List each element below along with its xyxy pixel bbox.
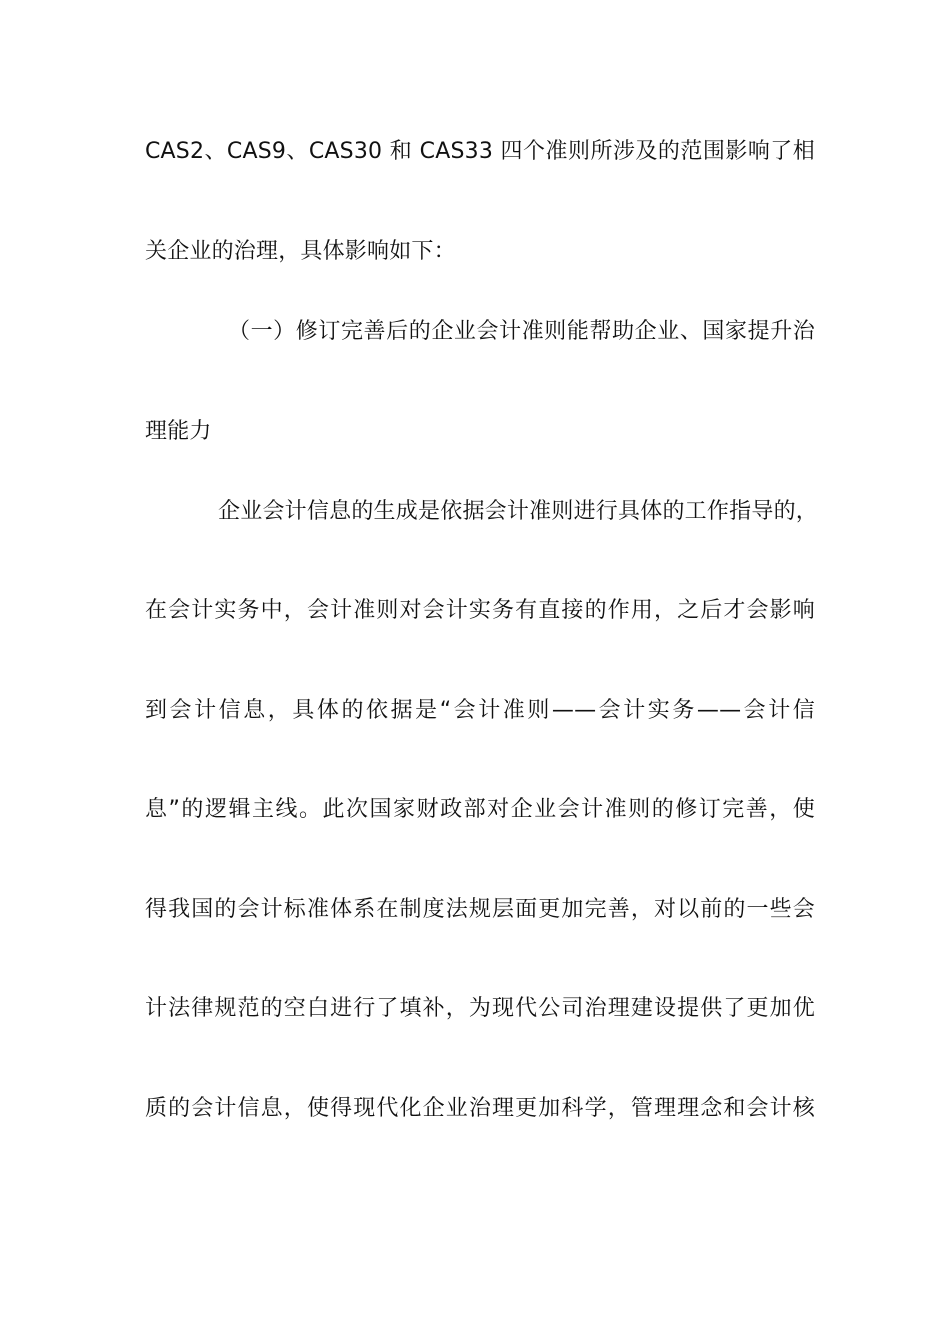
paragraph-line: 质的会计信息，使得现代化企业治理更加科学，管理理念和会计核 bbox=[145, 1096, 815, 1121]
section-heading-line: 理能力 bbox=[145, 419, 212, 444]
paragraph-line: 在会计实务中，会计准则对会计实务有直接的作用，之后才会影响 bbox=[145, 598, 815, 623]
paragraph-line: 企业会计信息的生成是依据会计准则进行具体的工作指导的， bbox=[218, 499, 818, 524]
paragraph-line: 到会计信息，具体的依据是“会计准则——会计实务——会计信 bbox=[145, 698, 815, 723]
section-heading-line: （一）修订完善后的企业会计准则能帮助企业、国家提升治 bbox=[228, 319, 815, 344]
paragraph-line: CAS2、CAS9、CAS30 和 CAS33 四个准则所涉及的范围影响了相 bbox=[145, 139, 815, 164]
paragraph-line: 息”的逻辑主线。此次国家财政部对企业会计准则的修订完善，使 bbox=[145, 797, 815, 822]
paragraph-line: 计法律规范的空白进行了填补，为现代公司治理建设提供了更加优 bbox=[145, 996, 815, 1021]
paragraph-line: 关企业的治理，具体影响如下： bbox=[145, 239, 456, 264]
paragraph-line: 得我国的会计标准体系在制度法规层面更加完善，对以前的一些会 bbox=[145, 897, 815, 922]
